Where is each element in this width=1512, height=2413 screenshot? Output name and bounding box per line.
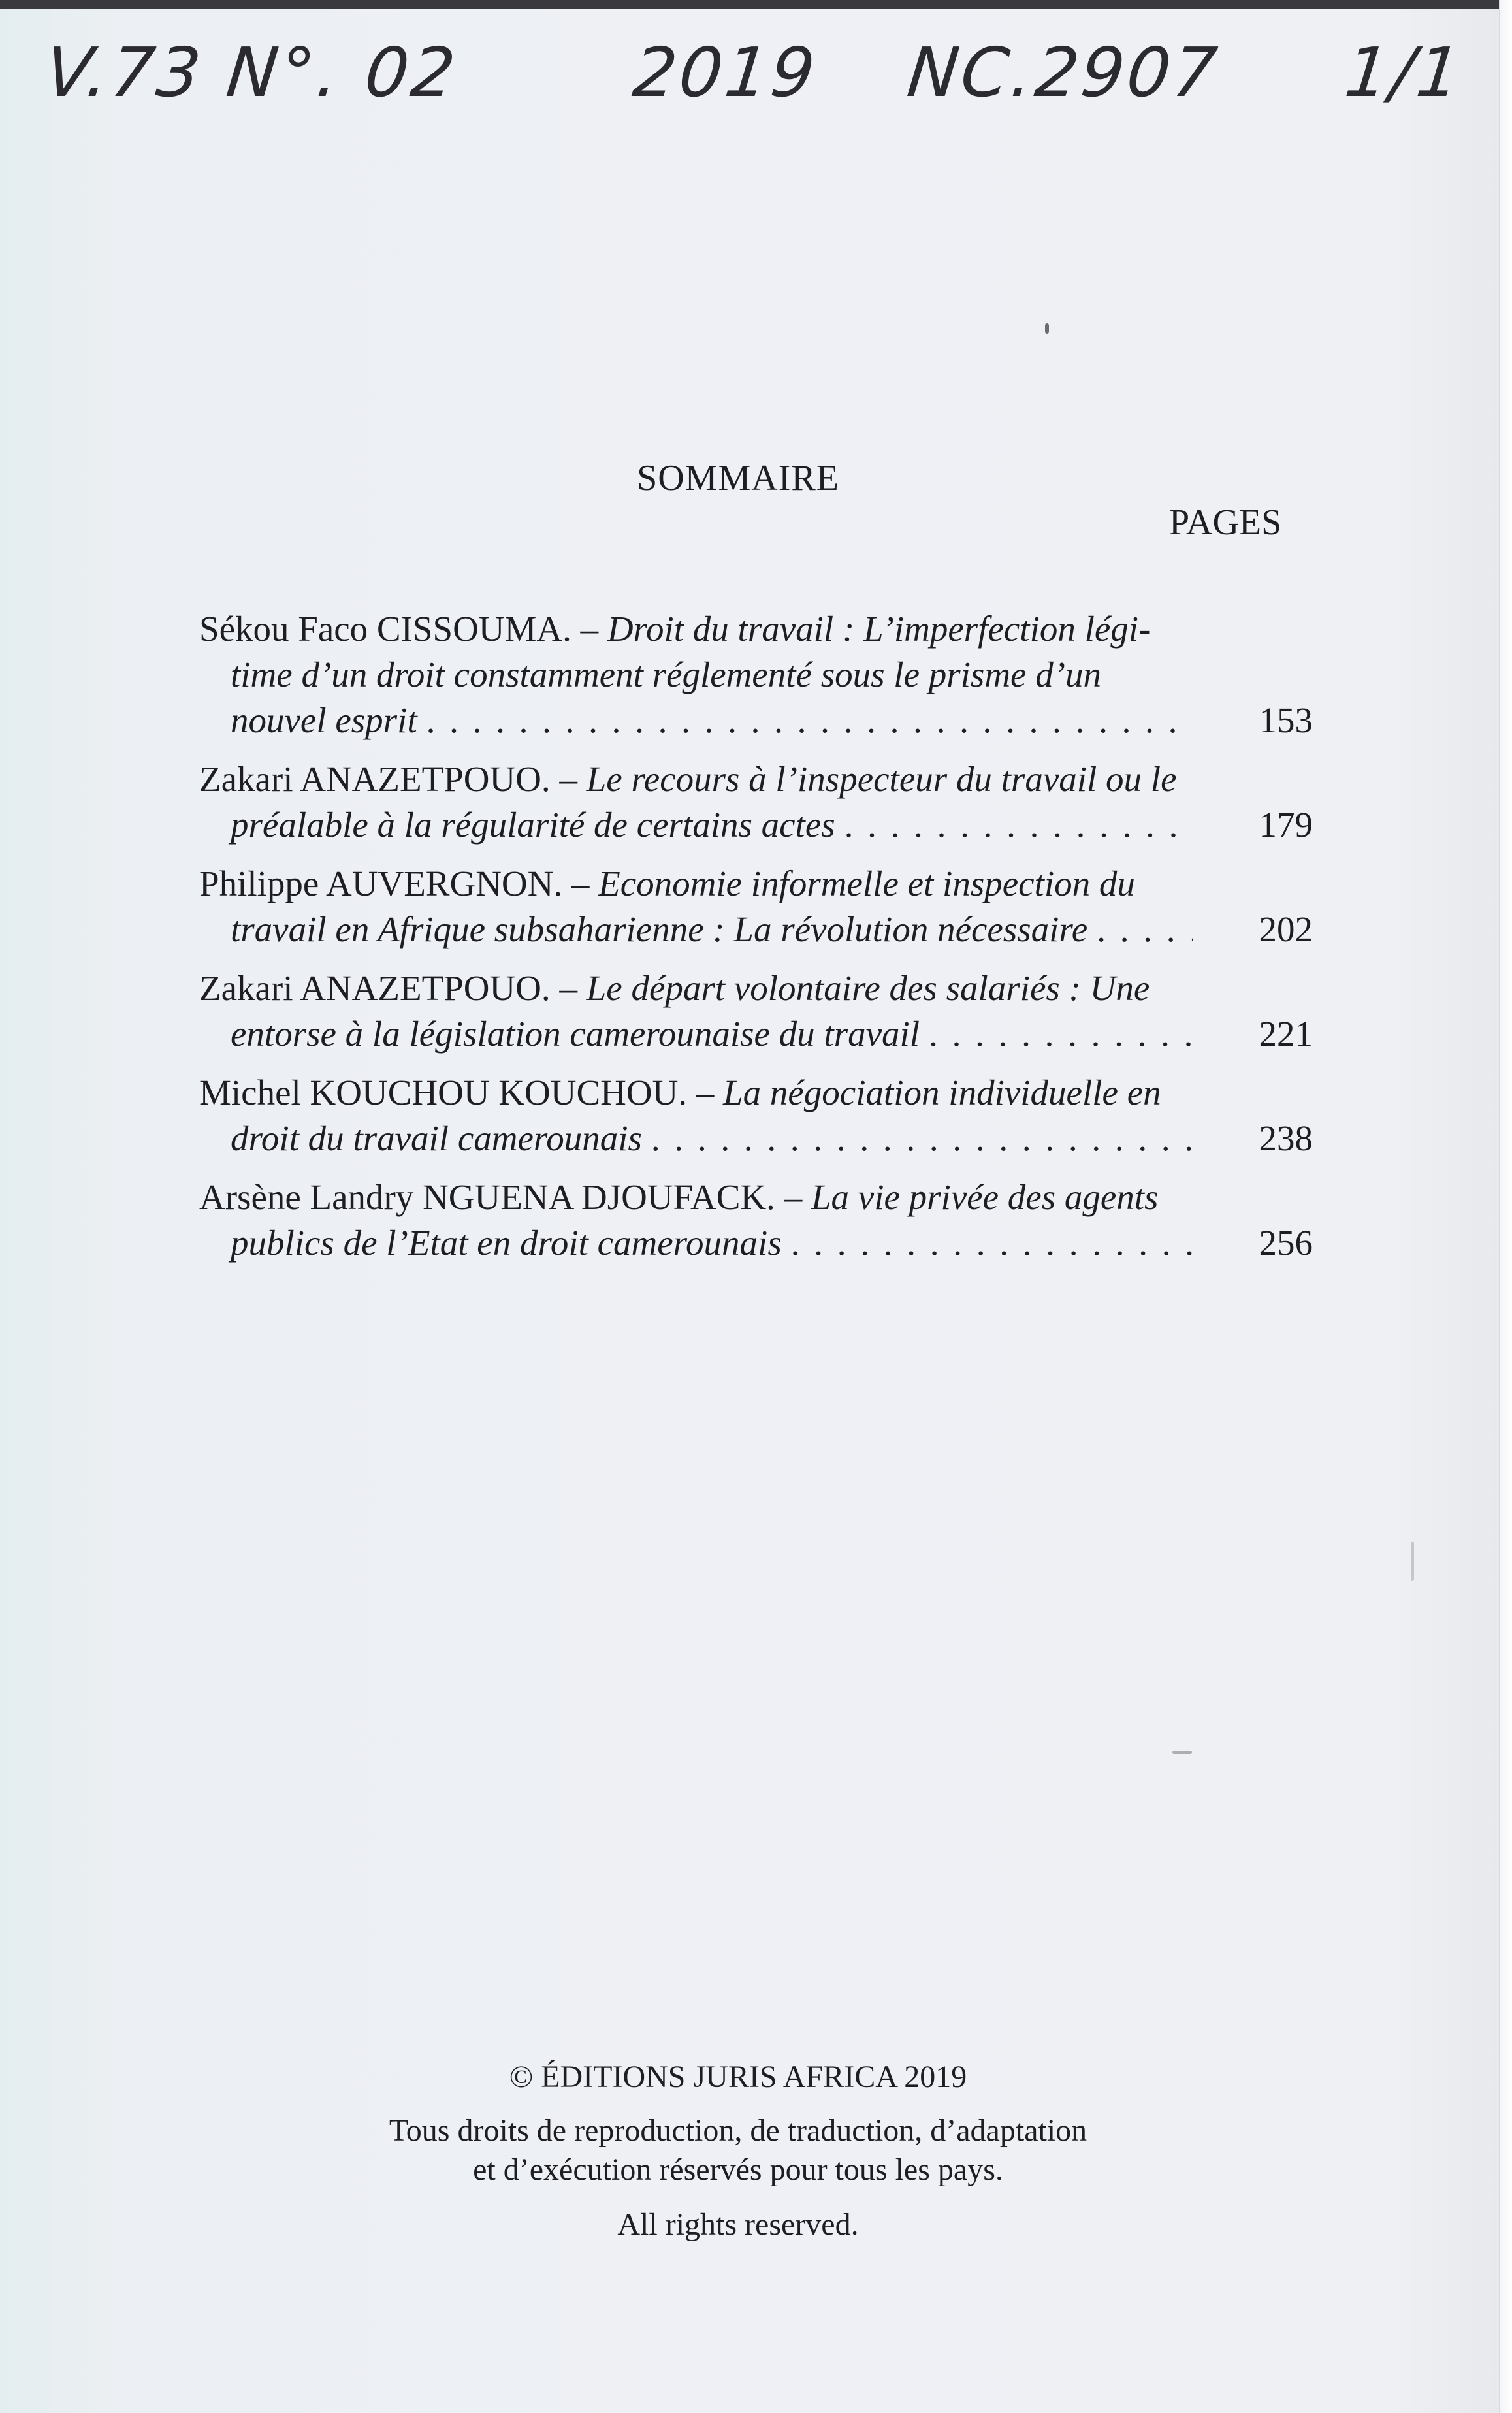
scan-speck bbox=[1045, 323, 1049, 334]
toc-entry-last-line bbox=[199, 1116, 1195, 1161]
toc-title-line: Droit du travail : L’imperfection légi- bbox=[607, 609, 1151, 649]
toc-author: Zakari ANAZETPOUO. bbox=[199, 968, 551, 1008]
toc-entry-continuation bbox=[199, 652, 1227, 698]
toc-entry bbox=[199, 1070, 1313, 1161]
toc-entry-text bbox=[199, 1174, 1195, 1220]
toc-entry-last-line bbox=[199, 1220, 1195, 1266]
toc-title-line: Le départ volontaire des salariés : Une bbox=[586, 968, 1150, 1008]
toc-entry-text bbox=[199, 861, 1195, 907]
toc-separator: – bbox=[550, 759, 587, 799]
toc-page-number: 202 bbox=[1259, 909, 1313, 949]
toc-entry-text bbox=[199, 606, 1195, 652]
toc-entry-last-line bbox=[199, 802, 1195, 848]
toc-entry-text bbox=[199, 756, 1195, 802]
toc-entry-last-line bbox=[199, 907, 1195, 952]
toc-page-number: 256 bbox=[1259, 1223, 1313, 1263]
toc-title-line: La vie privée des agents bbox=[811, 1177, 1159, 1217]
toc-separator: – bbox=[775, 1177, 811, 1217]
toc-author: Michel KOUCHOU KOUCHOU. bbox=[199, 1073, 688, 1112]
handwritten-copy-number: 1/1 bbox=[1341, 33, 1467, 112]
handwritten-volume-number: V.73 N°. 02 bbox=[41, 33, 462, 112]
dot-leader bbox=[929, 1011, 1193, 1057]
toc-separator: – bbox=[562, 864, 599, 903]
toc-title-line: nouvel esprit bbox=[231, 700, 417, 740]
publisher-footer bbox=[0, 2058, 1476, 2244]
toc-entry bbox=[199, 965, 1313, 1057]
toc-author: Sékou Faco CISSOUMA. bbox=[199, 609, 571, 649]
scan-speck bbox=[1172, 1751, 1192, 1754]
all-rights-reserved: All rights reserved. bbox=[617, 2207, 859, 2242]
toc-title-line: time d’un droit constamment réglementé sous le prisme d’un bbox=[231, 655, 1102, 694]
toc-author: Arsène Landry NGUENA DJOUFACK. bbox=[199, 1177, 775, 1217]
toc-title-line: Le recours à l’inspecteur du travail ou le bbox=[586, 759, 1177, 799]
handwritten-catalog-number: NC.2907 bbox=[903, 33, 1223, 112]
toc-entry bbox=[199, 756, 1313, 848]
toc-title-line: publics de l’Etat en droit camerounais bbox=[231, 1223, 782, 1263]
toc-author: Zakari ANAZETPOUO. bbox=[199, 759, 551, 799]
scan-top-border bbox=[0, 0, 1512, 9]
copyright-notice: © ÉDITIONS JURIS AFRICA 2019 bbox=[509, 2060, 967, 2094]
rights-statement-line: et d’exécution réservés pour tous les pays. bbox=[473, 2152, 1003, 2187]
scan-speck bbox=[1411, 1542, 1414, 1581]
toc-entry-text bbox=[199, 1070, 1195, 1116]
dot-leader bbox=[426, 698, 1193, 743]
dot-leader bbox=[791, 1220, 1193, 1266]
toc-entry-last-line bbox=[199, 1011, 1195, 1057]
toc-entry bbox=[199, 861, 1313, 952]
rights-statement-line: Tous droits de reproduction, de traduction, d’adaptation bbox=[389, 2113, 1087, 2148]
toc-author: Philippe AUVERGNON. bbox=[199, 864, 563, 903]
dot-leader bbox=[844, 802, 1193, 848]
toc-page-number: 153 bbox=[1259, 700, 1313, 740]
toc-title-line: entorse à la législation camerounaise du travail bbox=[231, 1014, 920, 1054]
toc-entry-last-line bbox=[199, 698, 1195, 743]
scan-right-border bbox=[1499, 0, 1512, 2413]
toc-entry bbox=[199, 1174, 1313, 1266]
toc-page-number: 221 bbox=[1259, 1014, 1313, 1054]
pages-column-header: PAGES bbox=[1169, 502, 1282, 543]
toc-separator: – bbox=[550, 968, 587, 1008]
table-of-contents bbox=[199, 606, 1313, 1279]
toc-entry-text bbox=[199, 965, 1195, 1011]
dot-leader bbox=[1097, 907, 1193, 952]
toc-title-line: La négociation individuelle en bbox=[723, 1073, 1161, 1112]
toc-page-number: 238 bbox=[1259, 1118, 1313, 1158]
toc-page-number: 179 bbox=[1259, 805, 1313, 845]
toc-entry bbox=[199, 606, 1313, 743]
handwritten-year: 2019 bbox=[629, 33, 822, 112]
dot-leader bbox=[651, 1116, 1193, 1161]
toc-separator: – bbox=[687, 1073, 724, 1112]
toc-title-line: droit du travail camerounais bbox=[231, 1118, 642, 1158]
handwritten-annotations bbox=[0, 33, 1512, 131]
toc-separator: – bbox=[571, 609, 607, 649]
toc-title-line: travail en Afrique subsaharienne : La révolution nécessaire bbox=[231, 909, 1088, 949]
toc-title-line: préalable à la régularité de certains actes bbox=[231, 805, 835, 845]
page-title: SOMMAIRE bbox=[637, 458, 839, 498]
toc-title-line: Economie informelle et inspection du bbox=[598, 864, 1135, 903]
